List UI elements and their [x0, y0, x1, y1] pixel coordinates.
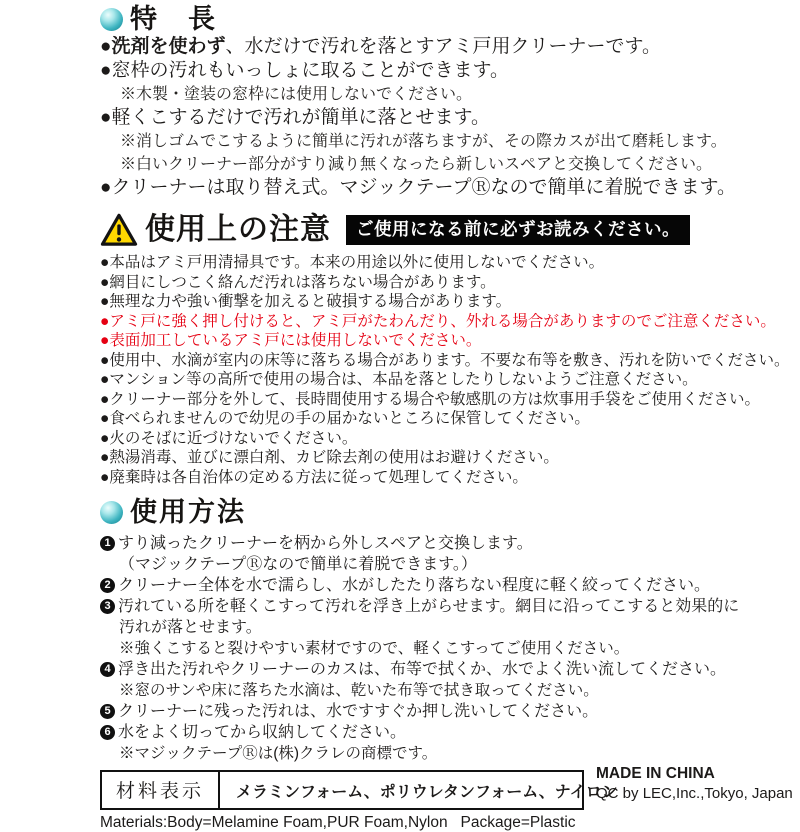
usage-step-text: 汚れている所を軽くこすって汚れを浮き上がらせます。網目に沿ってこすると効果的に — [118, 598, 740, 615]
step-number-icon: 5 — [100, 704, 115, 719]
step-number-icon: 3 — [100, 599, 115, 614]
caution-item: ●無理な力や強い衝撃を加えると破損する場合があります。 — [100, 293, 512, 310]
usage-note: ※マジックテープⓇは(株)クラレの商標です。 — [119, 745, 438, 762]
origin-block — [596, 765, 793, 802]
usage-step — [100, 575, 800, 596]
caution-heading: 使用上の注意 — [145, 213, 331, 246]
caution-item: ●食べられませんので幼児の手の届かないところに保管してください。 — [100, 410, 590, 427]
feature-item — [100, 35, 800, 59]
features-section — [100, 3, 800, 200]
caution-item-warning: ●アミ戸に強く押し付けると、アミ戸がたわんだり、外れる場合がありますのでご注意ください。 — [100, 312, 776, 330]
usage-step — [100, 596, 800, 617]
usage-step — [100, 533, 800, 554]
usage-step-continuation: （マジックテープⓇなので簡単に着脱できます。） — [119, 556, 477, 573]
teal-sphere-bullet-icon — [100, 501, 123, 524]
feature-note: ※消しゴムでこするように簡単に汚れが落ちますが、その際カスが出て磨耗します。 — [120, 133, 727, 150]
usage-step — [100, 659, 800, 680]
usage-step — [100, 722, 800, 743]
feature-text: 、水だけで汚れを落とすアミ戸用クリーナーです。 — [225, 36, 661, 57]
usage-note: ※窓のサンや床に落ちた水滴は、乾いた布等で拭き取ってください。 — [119, 682, 599, 699]
caution-item: ●廃棄時は各自治体の定める方法に従って処理してください。 — [100, 468, 528, 486]
step-number-icon: 1 — [100, 536, 115, 551]
caution-item: ●本品はアミ戸用清掃具です。本来の用途以外に使用しないでください。 — [100, 254, 605, 271]
materials-footer — [100, 765, 800, 810]
caution-item: ●クリーナー部分を外して、長時間使用する場合や敏感肌の方は炊事用手袋をご使用ください。 — [100, 390, 761, 408]
caution-section — [100, 213, 800, 487]
teal-sphere-bullet-icon — [100, 8, 123, 31]
feature-note: ※白いクリーナー部分がすり減り無くなったら新しいスペアと交換してください。 — [120, 156, 713, 173]
usage-section — [100, 496, 800, 764]
usage-heading: 使用方法 — [130, 497, 246, 527]
usage-step-text: クリーナー全体を水で濡らし、水がしたたり落ちない程度に軽く絞ってください。 — [118, 577, 711, 594]
materials-label-cell: 材料表示 — [102, 772, 220, 808]
materials-english-text: Materials:Body=Melamine Foam,PUR Foam,Nylon Package=Plastic — [100, 814, 576, 831]
bullet-dot: ● — [100, 36, 112, 57]
caution-banner: ご使用になる前に必ずお読みください。 — [346, 215, 690, 246]
caution-item: ●火のそばに近づけないでください。 — [100, 429, 358, 447]
usage-heading-row — [100, 496, 800, 528]
caution-item: ●マンション等の高所で使用の場合は、本品を落としたりしないようご注意ください。 — [100, 371, 698, 388]
features-heading-row — [100, 3, 800, 35]
usage-step — [100, 701, 800, 722]
feature-item: ●クリーナーは取り替え式。マジックテープⓇなので簡単に着脱できます。 — [100, 177, 737, 198]
usage-note: ※強くこすると裂けやすい素材ですので、軽くこすってご使用ください。 — [119, 640, 630, 657]
caution-item: ●熱湯消毒、並びに漂白剤、カビ除去剤の使用はお避けください。 — [100, 449, 559, 466]
made-in-text: MADE IN CHINA — [596, 765, 715, 782]
usage-step-text: 浮き出た汚れやクリーナーのカスは、布等で拭くか、水でよく洗い流してください。 — [118, 661, 727, 678]
usage-step-text: クリーナーに残った汚れは、水ですすぐか押し洗いしてください。 — [118, 703, 599, 720]
features-heading: 特 長 — [130, 4, 217, 34]
caution-list — [100, 253, 800, 487]
caution-item-warning: ●表面加工しているアミ戸には使用しないでください。 — [100, 332, 482, 349]
usage-step-text: 水をよく切ってから収納してください。 — [118, 724, 407, 741]
step-number-icon: 6 — [100, 725, 115, 740]
caution-item: ●使用中、水滴が室内の床等に落ちる場合があります。不要な布等を敷き、汚れを防いでください。 — [100, 351, 790, 369]
qc-text: QC by LEC,Inc.,Tokyo, Japan — [596, 785, 793, 802]
materials-table — [100, 770, 618, 810]
feature-note: ※木製・塗装の窓枠には使用しないでください。 — [120, 86, 473, 103]
usage-step-continuation: 汚れが落とせます。 — [119, 619, 262, 636]
feature-item: ●窓枠の汚れもいっしょに取ることができます。 — [100, 60, 509, 81]
feature-item: ●軽くこするだけで汚れが簡単に落とせます。 — [100, 107, 490, 128]
step-number-icon: 4 — [100, 662, 115, 677]
caution-item: ●網目にしつこく絡んだ汚れは落ちない場合があります。 — [100, 273, 496, 291]
caution-heading-row — [100, 213, 800, 247]
step-number-icon: 2 — [100, 578, 115, 593]
usage-step-list — [100, 533, 800, 764]
usage-step-text: すり減ったクリーナーを柄から外しスペアと交換します。 — [118, 535, 533, 552]
feature-bold-text: 洗剤を使わず — [111, 36, 226, 57]
warning-triangle-icon — [100, 213, 138, 247]
materials-value-cell: メラミンフォーム、ポリウレタンフォーム、ナイロン — [236, 783, 618, 801]
